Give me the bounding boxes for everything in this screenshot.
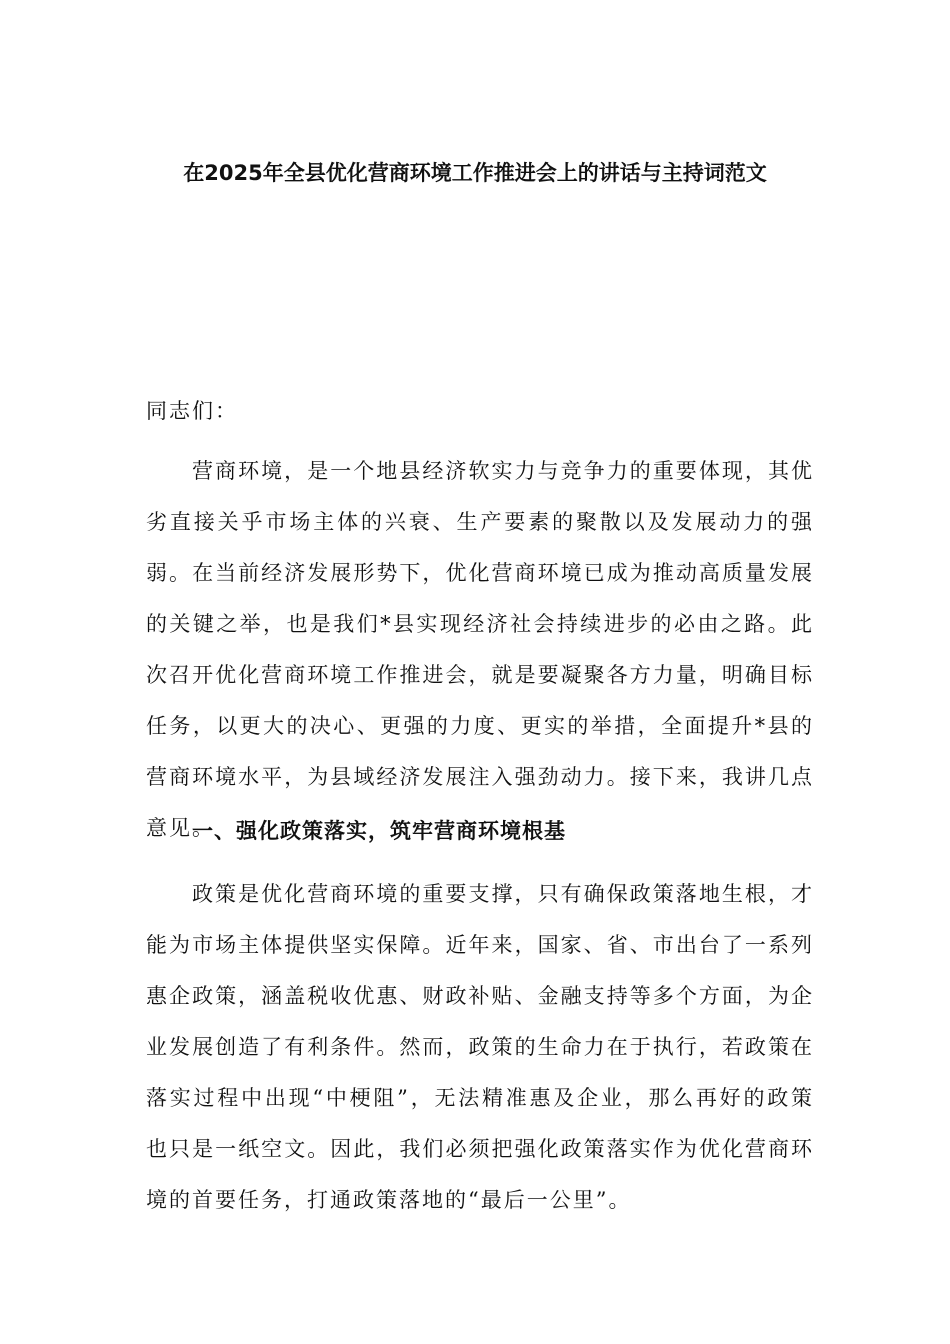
paragraph-policy: 政策是优化营商环境的重要支撑，只有确保政策落地生根，才能为市场主体提供坚实保障。近年来，国家、省、市出台了一系列惠企政策，涵盖税收优惠、财政补贴、金融支持等多个方面，为企业发展创造了有利条件。然而，政策的生命力在于执行，若政策在落实过程中出现“中梗阻”，无法精准惠及企业，那么再好的政策也只是一纸空文。因此，我们必须把强化政策落实作为优化营商环境的首要任务，打通政策落地的“最后一公里”。 xyxy=(146,882,814,1212)
document-title: 在2025年全县优化营商环境工作推进会上的讲话与主持词范文 xyxy=(183,161,767,185)
salutation: 同志们： xyxy=(146,399,238,423)
section-heading-1: 一、强化政策落实，筑牢营商环境根基 xyxy=(192,819,566,843)
paragraph-intro: 营商环境，是一个地县经济软实力与竞争力的重要体现，其优劣直接关乎市场主体的兴衰、生产要素的聚散以及发展动力的强弱。在当前经济发展形势下，优化营商环境已成为推动高质量发展的关键之举，也是我们*县实现经济社会持续进步的必由之路。此次召开优化营商环境工作推进会，就是要凝聚各方力量，明确目标任务，以更大的决心、更强的力度、更实的举措，全面提升*县的营商环境水平，为县域经济发展注入强劲动力。接下来，我讲几点意见。 xyxy=(146,459,814,840)
